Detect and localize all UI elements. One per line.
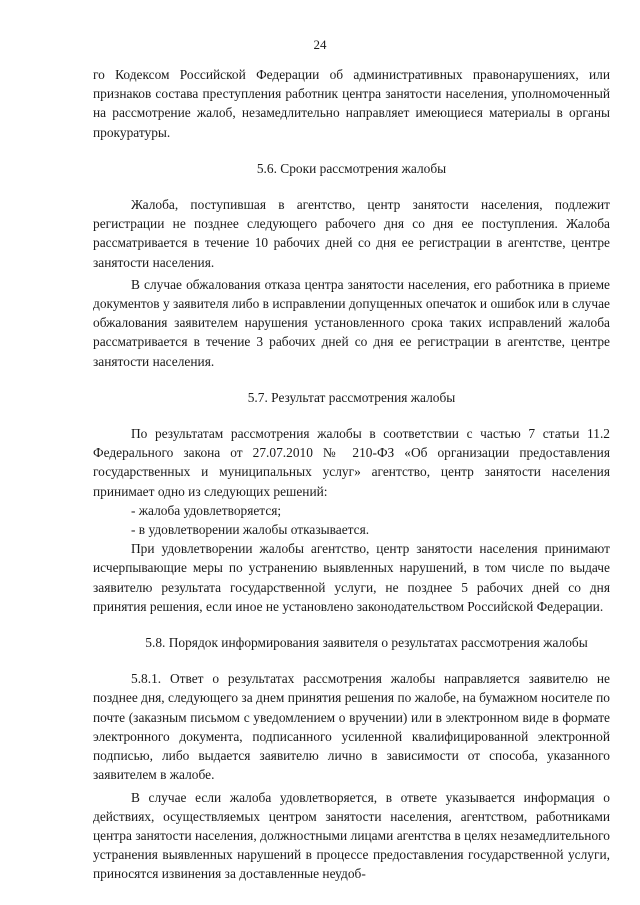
paragraph-continuation: го Кодексом Российской Федерации об административных правонарушениях, или признаков состава преступления работник центра занятости населения, уполномоченный на рассмотрение жалоб, незамедлительно направляет имеющиеся материалы в органы прокуратуры. <box>93 67 610 140</box>
paragraph-appeal-refusal: В случае обжалования отказа центра занятости населения, его работника в приеме документов у заявителя либо в исправлении допущенных опечаток и ошибок или в случае обжалования заявителем нарушения установленного срока таких исправлений жалоба рассматривается в течение 3 рабочих дней со дня ее регистрации в агентстве, центре занятости населения. <box>93 276 610 369</box>
paragraph-satisfaction-measures: При удовлетворении жалобы агентство, центр занятости населения принимают исчерпывающие меры по устранению выявленных нарушений, в том числе по выдаче заявителю результата государственной услуги, не позднее 5 рабочих дней со дня принятия решения, если иное не установлено законодательством Российской Федерации. <box>93 541 610 614</box>
list-item-refused: - в удовлетворении жалобы отказывается. <box>131 522 370 538</box>
list-item-satisfied: - жалоба удовлетворяется; <box>131 502 282 518</box>
section-heading-5-7: 5.7. Результат рассмотрения жалобы <box>247 389 456 405</box>
paragraph-registration: Жалоба, поступившая в агентство, центр занятости населения, подлежит регистрации не позднее следующего рабочего дня со дня ее поступления. Жалоба рассматривается в течение 10 рабочих дней со дня ее регистрации в агентстве, центре занятости населения. <box>93 197 610 270</box>
section-heading-5-8: 5.8. Порядок информирования заявителя о результатах рассмотрения жалобы <box>145 635 588 651</box>
page-number: 24 <box>313 37 327 52</box>
paragraph-response-content: В случае если жалоба удовлетворяется, в ответе указывается информация о действиях, осуществляемых центром занятости населения, агентством, работниками центра занятости населения, должностными лицами агентства в целях незамедлительного устранения выявленных нарушений в процессе предоставления государственной услуги, приносятся извинения за доставленные неудоб- <box>93 789 610 882</box>
section-heading-5-6: 5.6. Сроки рассмотрения жалобы <box>256 160 447 176</box>
paragraph-decision: По результатам рассмотрения жалобы в соответствии с частью 7 статьи 11.2 Федерального закона от 27.07.2010 № 210-ФЗ «Об организации предоставления государственных и муниципальных услуг» агентство, центр занятости населения принимает одно из следующих решений: <box>93 426 610 499</box>
paragraph-response-delivery: 5.8.1. Ответ о результатах рассмотрения жалобы направляется заявителю не позднее дня, следующего за днем принятия решения по жалобе, на бумажном носителе по почте (заказным письмом с уведомлением о вручении) или в электронном виде в формате электронного документа, подписанного усиленной квалифицированной электронной подписью, либо выдается заявителю лично в зависимости от способа, указанного заявителем в жалобе. <box>93 671 610 783</box>
document-body <box>93 65 610 884</box>
